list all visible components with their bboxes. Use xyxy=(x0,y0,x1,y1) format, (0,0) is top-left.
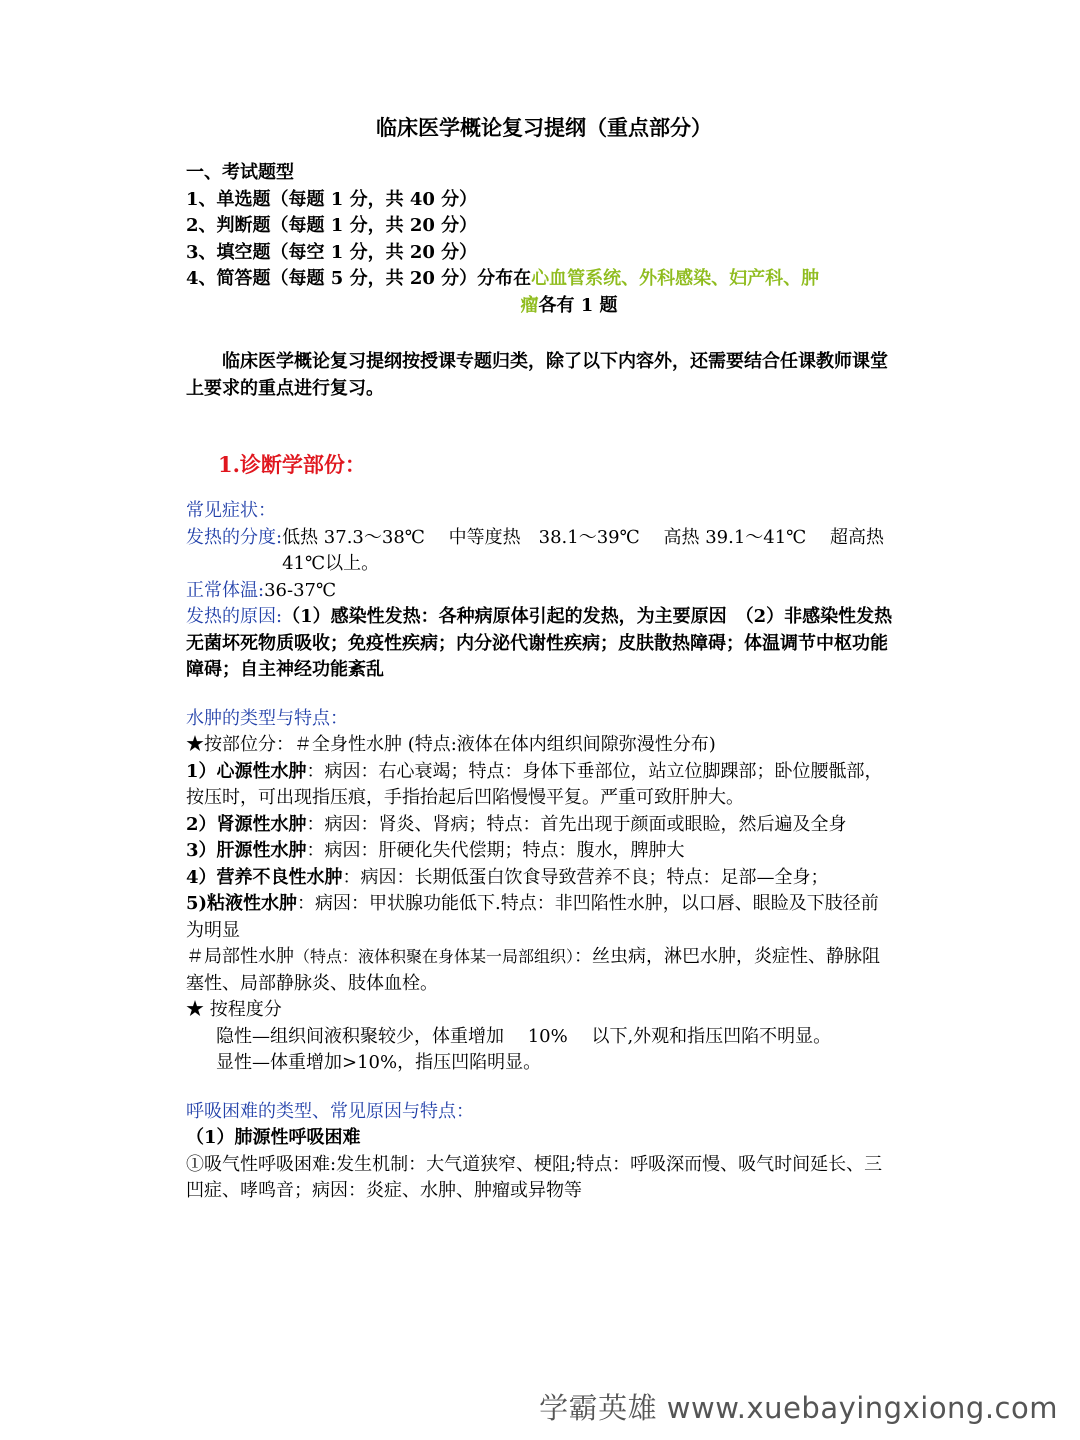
normal-temp-value: 36-37℃ xyxy=(264,579,337,601)
edema-item-myxedema: 5)粘液性水肿：病因：甲状腺功能低下.特点：非凹陷性水肿，以口唇、眼睑及下肢径前为明显 xyxy=(186,893,879,941)
fever-cause-text: （1）感染性发热：各种病原体引起的发热，为主要原因 （2）非感染性发热无菌坏死物质吸收；免疫性疾病；内分泌代谢性疾病；皮肤散热障碍；体温调节中枢功能障碍；自主神经功能紊乱 xyxy=(186,606,893,680)
exam-item-2: 2、判断题（每题 1 分，共 20 分） xyxy=(186,215,478,236)
degree-latent: 隐性—组织间液积聚较少，体重增加 10% 以下,外观和指压凹陷不明显。 xyxy=(216,1025,832,1047)
dyspnea-subheading: （1）肺源性呼吸困难 xyxy=(186,1127,361,1148)
dyspnea-inspiratory: ①吸气性呼吸困难:发生机制：大气道狭窄、梗阻;特点：呼吸深而慢、吸气时间延长、三凹症、哮鸣音；病因：炎症、水肿、肿瘤或异物等 xyxy=(186,1153,883,1201)
edema-heading: 水肿的类型与特点： xyxy=(186,707,348,729)
edema-item-hepatic: 3）肝源性水肿：病因：肝硬化失代偿期；特点：腹水，脾肿大 xyxy=(186,840,685,861)
fever-grade-text: 低热 37.3～38℃ 中等度热 38.1～39℃ 高热 39.1～41℃ 超高热 41℃以上。 xyxy=(282,526,885,574)
degree-overt: 显性—体重增加>10%，指压凹陷明显。 xyxy=(216,1052,542,1073)
fever-grade xyxy=(186,525,896,578)
exam-heading: 一、考试题型 xyxy=(186,162,294,183)
normal-temp xyxy=(186,578,896,605)
exam-item-4-suffix: 各有 1 题 xyxy=(538,294,618,316)
local-edema-feature: （特点：液体积聚在身体某一局部组织） xyxy=(294,947,575,966)
exam-item-1: 1、单选题（每题 1 分，共 40 分） xyxy=(186,188,478,210)
dyspnea-heading: 呼吸困难的类型、常见原因与特点： xyxy=(186,1100,474,1122)
page-title: 临床医学概论复习提纲（重点部分） xyxy=(376,115,712,140)
exam-item-4 xyxy=(186,266,896,293)
edema-by-site: ★按部位分：＃全身性水肿 (特点:液体在体内组织间隙弥漫性分布) xyxy=(186,734,716,755)
exam-item-4-cont xyxy=(186,293,896,320)
edema-item-renal: 2）肾源性水肿：病因：肾炎、肾病；特点：首先出现于颜面或眼睑，然后遍及全身 xyxy=(186,813,847,835)
edema-item-nutritional: 4）营养不良性水肿：病因：长期低蛋白饮食导致营养不良；特点：足部—全身； xyxy=(186,866,829,888)
site-watermark: 学霸英雄 www.xuebayingxiong.com xyxy=(539,1391,1058,1425)
fever-cause-label: 发热的原因: xyxy=(186,606,283,627)
edema-by-degree: ★ 按程度分 xyxy=(186,999,282,1020)
symptoms-heading: 常见症状： xyxy=(186,500,276,521)
normal-temp-label: 正常体温: xyxy=(186,579,265,601)
intro-paragraph: 临床医学概论复习提纲按授课专题归类，除了以下内容外，还需要结合任课教师课堂上要求的重点进行复习。 xyxy=(186,351,888,399)
exam-item-4-prefix: 4、简答题（每题 5 分，共 20 分）分布在 xyxy=(186,268,532,289)
exam-item-4-topics: 心血管系统、外科感染、妇产科、肿 xyxy=(531,268,820,289)
section-diagnostics-title: 1.诊断学部份： xyxy=(218,452,366,477)
edema-item-cardiac: 1）心源性水肿：病因：右心衰竭；特点：身体下垂部位，站立位脚踝部；卧位腰骶部，按压时，可出现指压痕，手指抬起后凹陷慢慢平复。严重可致肝肿大。 xyxy=(186,760,883,808)
local-edema: ＃局部性水肿（特点：液体积聚在身体某一局部组织）：丝虫病，淋巴水肿，炎症性、静脉阻塞性、局部静脉炎、肢体血栓。 xyxy=(186,946,881,994)
document-page xyxy=(186,112,896,1205)
exam-item-3: 3、填空题（每空 1 分，共 20 分） xyxy=(186,241,478,263)
exam-item-4-topic-end: 瘤 xyxy=(520,294,539,316)
fever-grade-label: 发热的分度: xyxy=(186,526,283,548)
fever-cause xyxy=(186,604,896,684)
